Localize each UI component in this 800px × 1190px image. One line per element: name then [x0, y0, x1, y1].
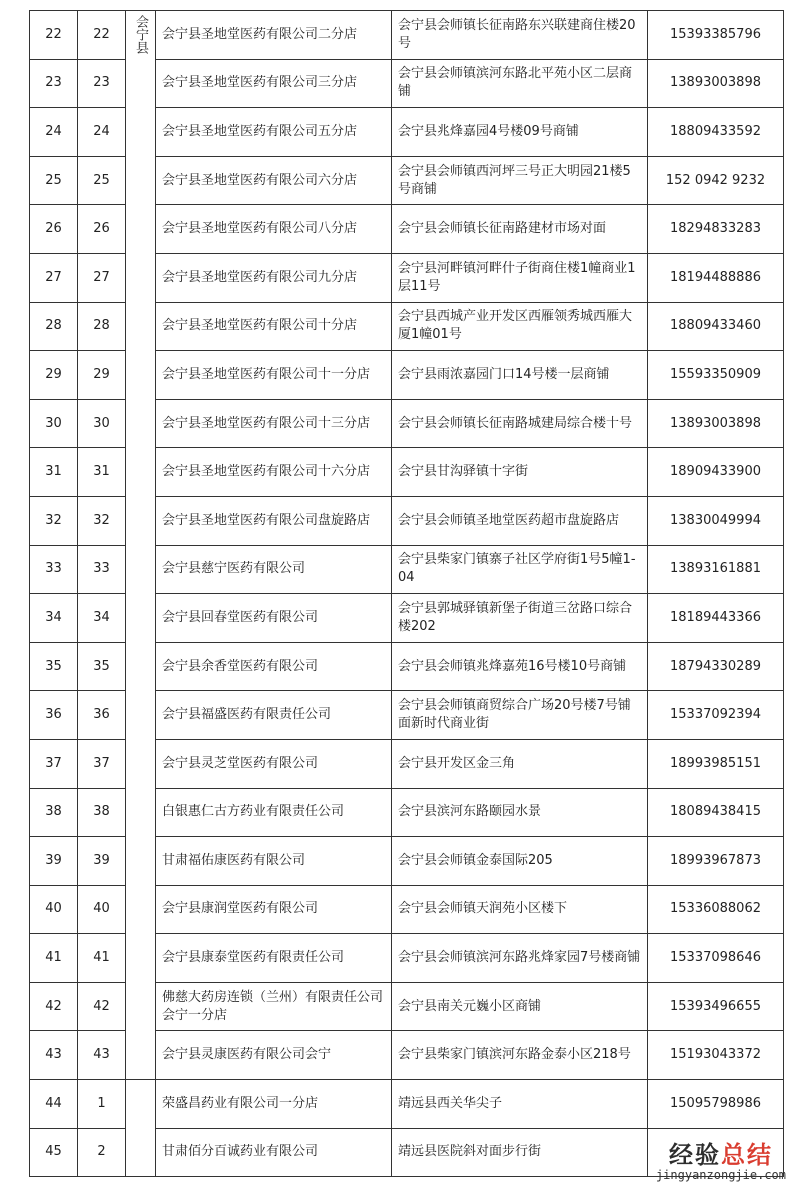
row-phone: 18993985151	[648, 739, 784, 788]
row-name: 会宁县福盛医药有限责任公司	[156, 691, 392, 740]
row-address: 会宁县会师镇西河坪三号正大明园21楼5号商铺	[392, 156, 648, 205]
row-address: 会宁县会师镇滨河东路北平苑小区二层商铺	[392, 59, 648, 108]
row-address: 会宁县会师镇天润苑小区楼下	[392, 885, 648, 934]
county-label: 会宁县	[133, 15, 148, 54]
row-index: 27	[30, 253, 78, 302]
row-index: 38	[30, 788, 78, 837]
county-cell	[126, 11, 156, 1080]
row-sub-index: 39	[78, 837, 126, 886]
row-index: 25	[30, 156, 78, 205]
row-sub-index: 1	[78, 1080, 126, 1129]
row-index: 29	[30, 351, 78, 400]
row-name: 会宁县圣地堂医药有限公司三分店	[156, 59, 392, 108]
row-address: 会宁县雨浓嘉园门口14号楼一层商铺	[392, 351, 648, 400]
row-index: 45	[30, 1128, 78, 1177]
row-name: 会宁县灵康医药有限公司会宁	[156, 1031, 392, 1080]
row-phone: 15593350909	[648, 351, 784, 400]
row-phone: 18909433900	[648, 448, 784, 497]
row-index: 30	[30, 399, 78, 448]
row-phone: 13893003898	[648, 399, 784, 448]
row-index: 34	[30, 594, 78, 643]
row-sub-index: 37	[78, 739, 126, 788]
row-sub-index: 27	[78, 253, 126, 302]
row-phone: 15336088062	[648, 885, 784, 934]
row-address: 会宁县甘沟驿镇十字街	[392, 448, 648, 497]
row-index: 40	[30, 885, 78, 934]
row-sub-index: 40	[78, 885, 126, 934]
row-name: 会宁县慈宁医药有限公司	[156, 545, 392, 594]
row-index: 28	[30, 302, 78, 351]
row-address: 会宁县会师镇长征南路东兴联建商住楼20号	[392, 11, 648, 60]
row-phone: 15337098646	[648, 934, 784, 983]
row-index: 22	[30, 11, 78, 60]
row-address: 会宁县会师镇金泰国际205	[392, 837, 648, 886]
row-address: 会宁县会师镇长征南路城建局综合楼十号	[392, 399, 648, 448]
row-phone: 18189443366	[648, 594, 784, 643]
watermark-url: jingyanzongjie.com	[655, 1168, 786, 1182]
row-address: 会宁县郭城驿镇新堡子街道三岔路口综合楼202	[392, 594, 648, 643]
row-phone: 15393496655	[648, 982, 784, 1031]
row-sub-index: 32	[78, 496, 126, 545]
row-index: 24	[30, 108, 78, 157]
row-name: 会宁县圣地堂医药有限公司八分店	[156, 205, 392, 254]
row-index: 36	[30, 691, 78, 740]
row-sub-index: 35	[78, 642, 126, 691]
row-address: 会宁县河畔镇河畔什子街商住楼1幢商业1层11号	[392, 253, 648, 302]
row-phone: 13830049994	[648, 496, 784, 545]
row-index: 31	[30, 448, 78, 497]
row-address: 靖远县西关华尖子	[392, 1080, 648, 1129]
row-name: 会宁县圣地堂医药有限公司五分店	[156, 108, 392, 157]
row-address: 会宁县柴家门镇寨子社区学府街1号5幢1-04	[392, 545, 648, 594]
row-name: 会宁县圣地堂医药有限公司十六分店	[156, 448, 392, 497]
row-name: 会宁县余香堂医药有限公司	[156, 642, 392, 691]
row-address: 会宁县西城产业开发区西雁领秀城西雁大厦1幢01号	[392, 302, 648, 351]
row-index: 37	[30, 739, 78, 788]
row-sub-index: 30	[78, 399, 126, 448]
row-phone: 18993967873	[648, 837, 784, 886]
row-name: 会宁县圣地堂医药有限公司盘旋路店	[156, 496, 392, 545]
pharmacy-table	[29, 10, 784, 1177]
row-sub-index: 22	[78, 11, 126, 60]
row-name: 会宁县灵芝堂医药有限公司	[156, 739, 392, 788]
row-index: 44	[30, 1080, 78, 1129]
row-phone: 152 0942 9232	[648, 156, 784, 205]
row-index: 41	[30, 934, 78, 983]
row-sub-index: 31	[78, 448, 126, 497]
row-address: 会宁县会师镇商贸综合广场20号楼7号铺面新时代商业街	[392, 691, 648, 740]
row-sub-index: 42	[78, 982, 126, 1031]
row-name: 佛慈大药房连锁（兰州）有限责任公司会宁一分店	[156, 982, 392, 1031]
row-sub-index: 28	[78, 302, 126, 351]
row-name: 会宁县圣地堂医药有限公司十一分店	[156, 351, 392, 400]
row-phone: 18809433460	[648, 302, 784, 351]
row-name: 荣盛昌药业有限公司一分店	[156, 1080, 392, 1129]
row-name: 会宁县圣地堂医药有限公司九分店	[156, 253, 392, 302]
row-address: 会宁县会师镇兆烽嘉苑16号楼10号商铺	[392, 642, 648, 691]
row-address: 会宁县会师镇圣地堂医药超市盘旋路店	[392, 496, 648, 545]
row-phone	[648, 1128, 784, 1177]
row-sub-index: 36	[78, 691, 126, 740]
watermark-title: 经验总结	[668, 1141, 773, 1169]
row-phone: 13893161881	[648, 545, 784, 594]
row-index: 26	[30, 205, 78, 254]
row-name: 会宁县圣地堂医药有限公司二分店	[156, 11, 392, 60]
row-index: 43	[30, 1031, 78, 1080]
row-sub-index: 43	[78, 1031, 126, 1080]
row-index: 32	[30, 496, 78, 545]
row-phone: 15393385796	[648, 11, 784, 60]
row-sub-index: 33	[78, 545, 126, 594]
row-index: 23	[30, 59, 78, 108]
row-phone: 15095798986	[648, 1080, 784, 1129]
county-cell-2	[126, 1080, 156, 1177]
row-address: 靖远县医院斜对面步行街	[392, 1128, 648, 1177]
row-sub-index: 26	[78, 205, 126, 254]
row-address: 会宁县开发区金三角	[392, 739, 648, 788]
row-sub-index: 41	[78, 934, 126, 983]
row-name: 会宁县圣地堂医药有限公司十分店	[156, 302, 392, 351]
row-sub-index: 2	[78, 1128, 126, 1177]
row-name: 会宁县圣地堂医药有限公司十三分店	[156, 399, 392, 448]
row-name: 会宁县康泰堂医药有限责任公司	[156, 934, 392, 983]
table-row	[30, 11, 784, 60]
row-phone: 18294833283	[648, 205, 784, 254]
row-name: 会宁县回春堂医药有限公司	[156, 594, 392, 643]
row-name: 白银惠仁古方药业有限责任公司	[156, 788, 392, 837]
row-address: 会宁县南关元巍小区商铺	[392, 982, 648, 1031]
row-sub-index: 24	[78, 108, 126, 157]
row-address: 会宁县会师镇滨河东路兆烽家园7号楼商铺	[392, 934, 648, 983]
row-sub-index: 34	[78, 594, 126, 643]
row-name: 甘肃佰分百诚药业有限公司	[156, 1128, 392, 1177]
row-index: 33	[30, 545, 78, 594]
table-row	[30, 1080, 784, 1129]
row-address: 会宁县兆烽嘉园4号楼09号商铺	[392, 108, 648, 157]
row-sub-index: 23	[78, 59, 126, 108]
row-address: 会宁县会师镇长征南路建材市场对面	[392, 205, 648, 254]
row-sub-index: 38	[78, 788, 126, 837]
row-phone: 15337092394	[648, 691, 784, 740]
row-name: 会宁县圣地堂医药有限公司六分店	[156, 156, 392, 205]
row-phone: 18089438415	[648, 788, 784, 837]
row-sub-index: 29	[78, 351, 126, 400]
row-address: 会宁县滨河东路颐园水景	[392, 788, 648, 837]
row-phone: 18809433592	[648, 108, 784, 157]
row-phone: 15193043372	[648, 1031, 784, 1080]
row-phone: 18794330289	[648, 642, 784, 691]
row-name: 甘肃福佑康医药有限公司	[156, 837, 392, 886]
row-phone: 18194488886	[648, 253, 784, 302]
row-address: 会宁县柴家门镇滨河东路金泰小区218号	[392, 1031, 648, 1080]
row-index: 39	[30, 837, 78, 886]
row-name: 会宁县康润堂医药有限公司	[156, 885, 392, 934]
row-sub-index: 25	[78, 156, 126, 205]
row-index: 42	[30, 982, 78, 1031]
row-phone: 13893003898	[648, 59, 784, 108]
row-index: 35	[30, 642, 78, 691]
